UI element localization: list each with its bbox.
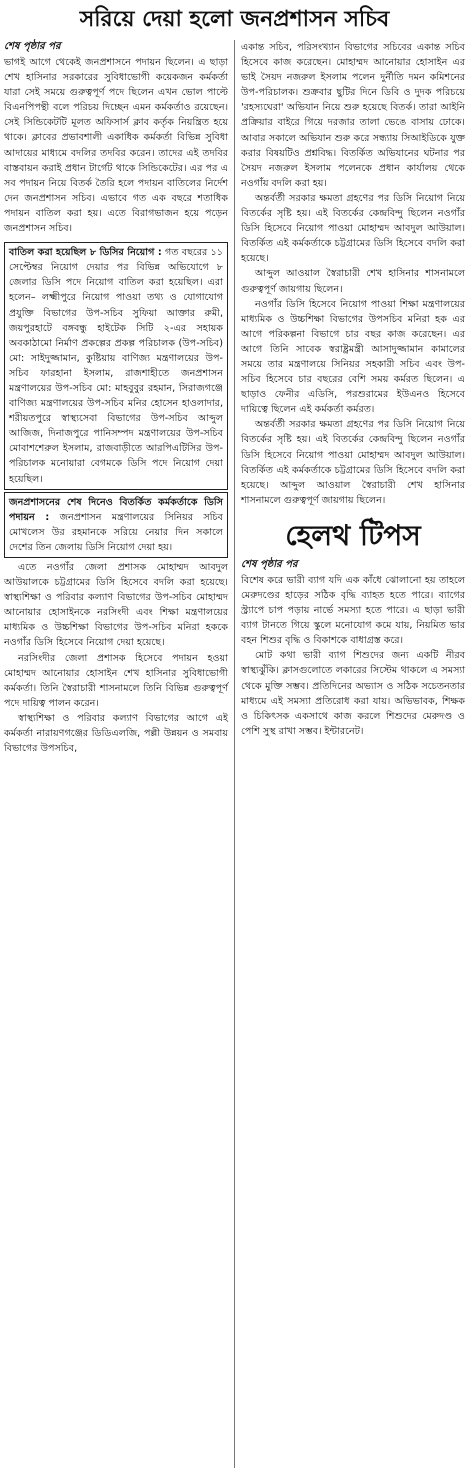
paragraph: বিশেষ করে ভারী ব্যাগ যদি এক কাঁধে ঝোলানো হয় তাহলে মেরুদণ্ডের হাড়ের সঠিক বৃদ্ধি ব্যাহত হতে পারে। ব্যাগের স্ট্র্যাপে চাপ পড়ায় নার্ভে সমস্যা হতে পারে। এ ছাড়া ভারী ব্যাগ টানতে গিয়ে স্কুলে মনোযোগ কমে যায়, নিয়মিত ভার বহন শিশুর বৃদ্ধি ও বিকাশকে বাধাগ্রস্ত করে। bbox=[241, 574, 465, 647]
health-tips-title: হেলথ টিপস bbox=[285, 518, 421, 552]
paragraph: ভাগই আগে থেকেই জনপ্রশাসনে পদায়ন ছিলেন। এ ছাড়া শেখ হাসিনার সরকারের সুবিধাভোগী কয়েকজন কর্মকর্তা যারা সেই সময়ে গুরুত্বপূর্ণ পদে ছিলেন এখন ভোল পাল্টে বিএনপিপন্থী বলে পরিচয় দিচ্ছেন এমন কর্মকর্তাও রয়েছেন। সেই সিন্ডিকেটটি মূলত অফিসার্স ক্লাব কর্তৃক নিয়ন্ত্রিত হয়ে থাকে। ক্লাবের প্রভাবশালী একাধিক কর্মকর্তা বিভিন্ন সুবিধা আদায়ের মাধ্যমে বদলির তদবির করেন। তাদের এই তদবির বাস্তবায়ন করাই প্রধান টার্গেট থাকে সিন্ডিকেটের। এর পর এ সব পদায়ন নিয়ে বিতর্ক তৈরি হলে পদায়ন বাতিলের নির্দেশ দেন জনপ্রশাসন সচিব। এভাবে গত এক বছরে শতাধিক পদায়ন বাতিল করা হয়। এতে বিরাগভাজন হয়ে পড়েন জনপ্রশাসন সচিব। bbox=[4, 57, 228, 235]
health-byline: শেষ পৃষ্ঠার পর bbox=[241, 558, 298, 570]
paragraph: নওগাঁর ডিসি হিসেবে নিয়োগ পাওয়া শিক্ষা মন্ত্রণালয়ের মাধ্যমিক ও উচ্চশিক্ষা বিভাগের উপসচিব মনিরা হক এর আগে পরিকল্পনা বিভাগে চার বছর কাজ করেছেন। এর আগে তিনি সাবেক স্বরাষ্ট্রমন্ত্রী আসাদুজ্জামান কামালের সময়ে তার মন্ত্রণালয়ে সিনিয়র সহকারী সচিব এবং উপ-সচিব হিসেবে চার বছরের বেশি সময় কর্মরত ছিলেন। এ ছাড়াও ফেনীর এডিসি, পরশুরামের ইউএনও হিসেবে দায়িত্বে ছিলেন এই কর্মকর্তা কর্মরত। bbox=[241, 298, 465, 416]
paragraph: এতে নওগাঁর জেলা প্রশাসক মোহাম্মদ আবদুল আউয়ালকে চট্টগ্রামের ডিসি হিসেবে বদলি করা হয়েছে। স্বাস্থ্যশিক্ষা ও পরিবার কল্যাণ বিভাগের উপ-সচিব মোহাম্মদ আনোয়ার হোসাইনকে নরসিংদী এবং শিক্ষা মন্ত্রণালয়ের মাধ্যমিক ও উচ্চশিক্ষা বিভাগের উপ-সচিব মনিরা হককে নওগাঁর ডিসি হিসেবে নিয়োগ দেয়া হয়েছে। bbox=[4, 562, 228, 649]
subheading: বাতিল করা হয়েছিল ৮ ডিসির নিয়োগ : bbox=[9, 247, 162, 259]
subsection-text: জনপ্রশাসন মন্ত্রণালয়ের সিনিয়র সচিব মোখলেস উর রহমানকে সরিয়ে নেয়ার দিন সকালে দেশের তিন জেলায় ডিসি নিয়োগ দেয়া হয়। bbox=[9, 511, 223, 553]
right-column bbox=[241, 40, 465, 739]
byline: শেষ পৃষ্ঠার পর bbox=[4, 41, 61, 52]
subsection-dc-cancellation bbox=[4, 242, 228, 490]
left-column bbox=[4, 40, 228, 756]
paragraph: স্বাস্থ্যশিক্ষা ও পরিবার কল্যাণ বিভাগের আগে এই কর্মকর্তা নারায়ণগঞ্জের ডিডিএলজি, পল্লী উন্নয়ন ও সমবায় বিভাগের উপসচিব, bbox=[4, 712, 228, 755]
paragraph: অন্তর্বর্তী সরকার ক্ষমতা গ্রহণের পর ডিসি নিয়োগ নিয়ে বিতর্কের সৃষ্টি হয়। এই বিতর্কের কেন্দ্রবিন্দু ছিলেন নওগাঁর ডিসি হিসেবে নিয়োগ পাওয়া মোহাম্মদ আবদুল আউয়াল। বিতর্কিত এই কর্মকর্তাকে চট্টগ্রামের ডিসি হিসেবে বদলি করা হয়েছে। bbox=[241, 192, 465, 265]
paragraph: আব্দুল আওয়াল স্বৈরাচারী শেখ হাসিনার শাসনামলে গুরুত্বপূর্ণ জায়গায় ছিলেন। bbox=[241, 268, 465, 295]
subsection-last-day-posting bbox=[4, 492, 228, 558]
headline: সরিয়ে দেয়া হলো জনপ্রশাসন সচিব bbox=[79, 6, 390, 32]
paragraph: নরসিংদীর জেলা প্রশাসক হিসেবে পদায়ন হওয়া মোহাম্মদ আনোয়ার হোসাইন শেখ হাসিনার সুবিধাভোগী কর্মকর্তা। তিনি স্বৈরাচারী শাসনামলে তিনি বিভিন্ন গুরুত্বপূর্ণ পদে দায়িত্ব পালন করেন। bbox=[4, 652, 228, 709]
subheading: জনপ্রশাসনের শেষ দিনেও বিতর্কিত কর্মকর্তাকে ডিসি পদায়ন : bbox=[9, 496, 223, 523]
paragraph: অন্তর্বর্তী সরকার ক্ষমতা গ্রহণের পর ডিসি নিয়োগ নিয়ে বিতর্কের সৃষ্টি হয়। এই বিতর্কের কেন্দ্রবিন্দু ছিলেন নওগাঁর ডিসি হিসেবে নিয়োগ পাওয়া মোহাম্মদ আবদুল আউয়াল। বিতর্কিত এই কর্মকর্তাকে চট্টগ্রামের ডিসি হিসেবে বদলি করা হয়েছে। আব্দুল আওয়াল স্বৈরাচারী শেখ হাসিনার শাসনামলে গুরুত্বপূর্ণ জায়গায় ছিলেন। bbox=[241, 419, 465, 506]
column-divider bbox=[234, 40, 235, 1468]
subsection-text: গত বছরের ১১ সেপ্টেম্বর নিয়োগ দেয়ার পর বিভিন্ন অভিযোগে ৮ জেলার ডিসি পদে নিয়োগ বাতিল করা হয়েছিল। এরা হলেন– লক্ষ্মীপুরে নিয়োগ পাওয়া তথ্য ও যোগাযোগ প্রযুক্তি বিভাগের উপ-সচিব সুফিয়া আক্তার রুমী, জয়পুরহাটে বঙ্গবন্ধু হাইটেক সিটি ২-এর সহায়ক অবকাঠামো নির্মাণ প্রকল্পের প্রকল্প পরিচালক (উপ-সচিব) মো: সাইদুজ্জামান, কুষ্টিয়ায় বাণিজ্য মন্ত্রণালয়ের উপ-সচিব ফারহানা ইসলাম, রাজশাহীতে জনপ্রশাসন মন্ত্রণালয়ের উপ-সচিব মো: মাহবুবুর রহমান, সিরাজগঞ্জে বাণিজ্য মন্ত্রণালয়ের উপ-সচিব মনির হোসেন হাওলাদার, শরীয়তপুরে স্বাস্থ্যসেবা বিভাগের উপ-সচিব আব্দুল আজিজ, দিনাজপুরে পানিসম্পদ মন্ত্রণালয়ের উপ-সচিব মোবাশশেরুল ইসলাম, রাজবাড়ীতে আরপিএটিসির উপ-পরিচালক মনোয়ারা বেগমকে ডিসি পদে নিয়োগ দেয়া হয়েছিল। bbox=[9, 247, 223, 485]
paragraph: একান্ত সচিব, পরিসংখ্যান বিভাগের সচিবের একান্ত সচিব হিসেবে কাজ করেছেন। মোহাম্মদ আনোয়ার হোসাইন এর ভাই সৈয়দ নজরুল ইসলাম পলেন দুর্নীতি দমন কমিশনের উপ-পরিচালক। শুক্রবার ছুটির দিনে ডিবি ও দুদক পরিচয়ে 'রহস্যঘেরা' অভিযান নিয়ে শুরু হয়েছে বিতর্ক। তারা আইনি প্রক্রিয়ার বাইরে গিয়ে দরজার তালা ভেঙে বাসায় ঢোকে। আবার সকালে অভিযান শুরু করে সন্ধ্যায় সিআইডিকে যুক্ত করার বিষয়টিও প্রশ্নবিদ্ধ। বিতর্কিত অভিযানের ঘটনার পর সৈয়দ নজরুল ইসলাম পলেনকে প্রধান কার্যালয় থেকে নওগাঁয় বদলি করা হয়। bbox=[241, 42, 465, 189]
paragraph: মোট কথা ভারী ব্যাগ শিশুদের জন্য একটি নীরব স্বাস্থ্যঝুঁকি। ক্লাসগুলোতে লকারের সিস্টেম থাকলে এ সমস্যা থেকে মুক্তি সম্ভব। প্রতিদিনের অভ্যাস ও সঠিক সচেতনতার মাধ্যমে এই সমস্যা প্রতিরোধ করা যায়। অভিভাবক, শিক্ষক ও চিকিৎসক একসাথে কাজ করলে শিশুদের মেরুদণ্ড ও পেশি সুস্থ রাখা সম্ভব। ইন্টারনেট। bbox=[241, 650, 465, 737]
